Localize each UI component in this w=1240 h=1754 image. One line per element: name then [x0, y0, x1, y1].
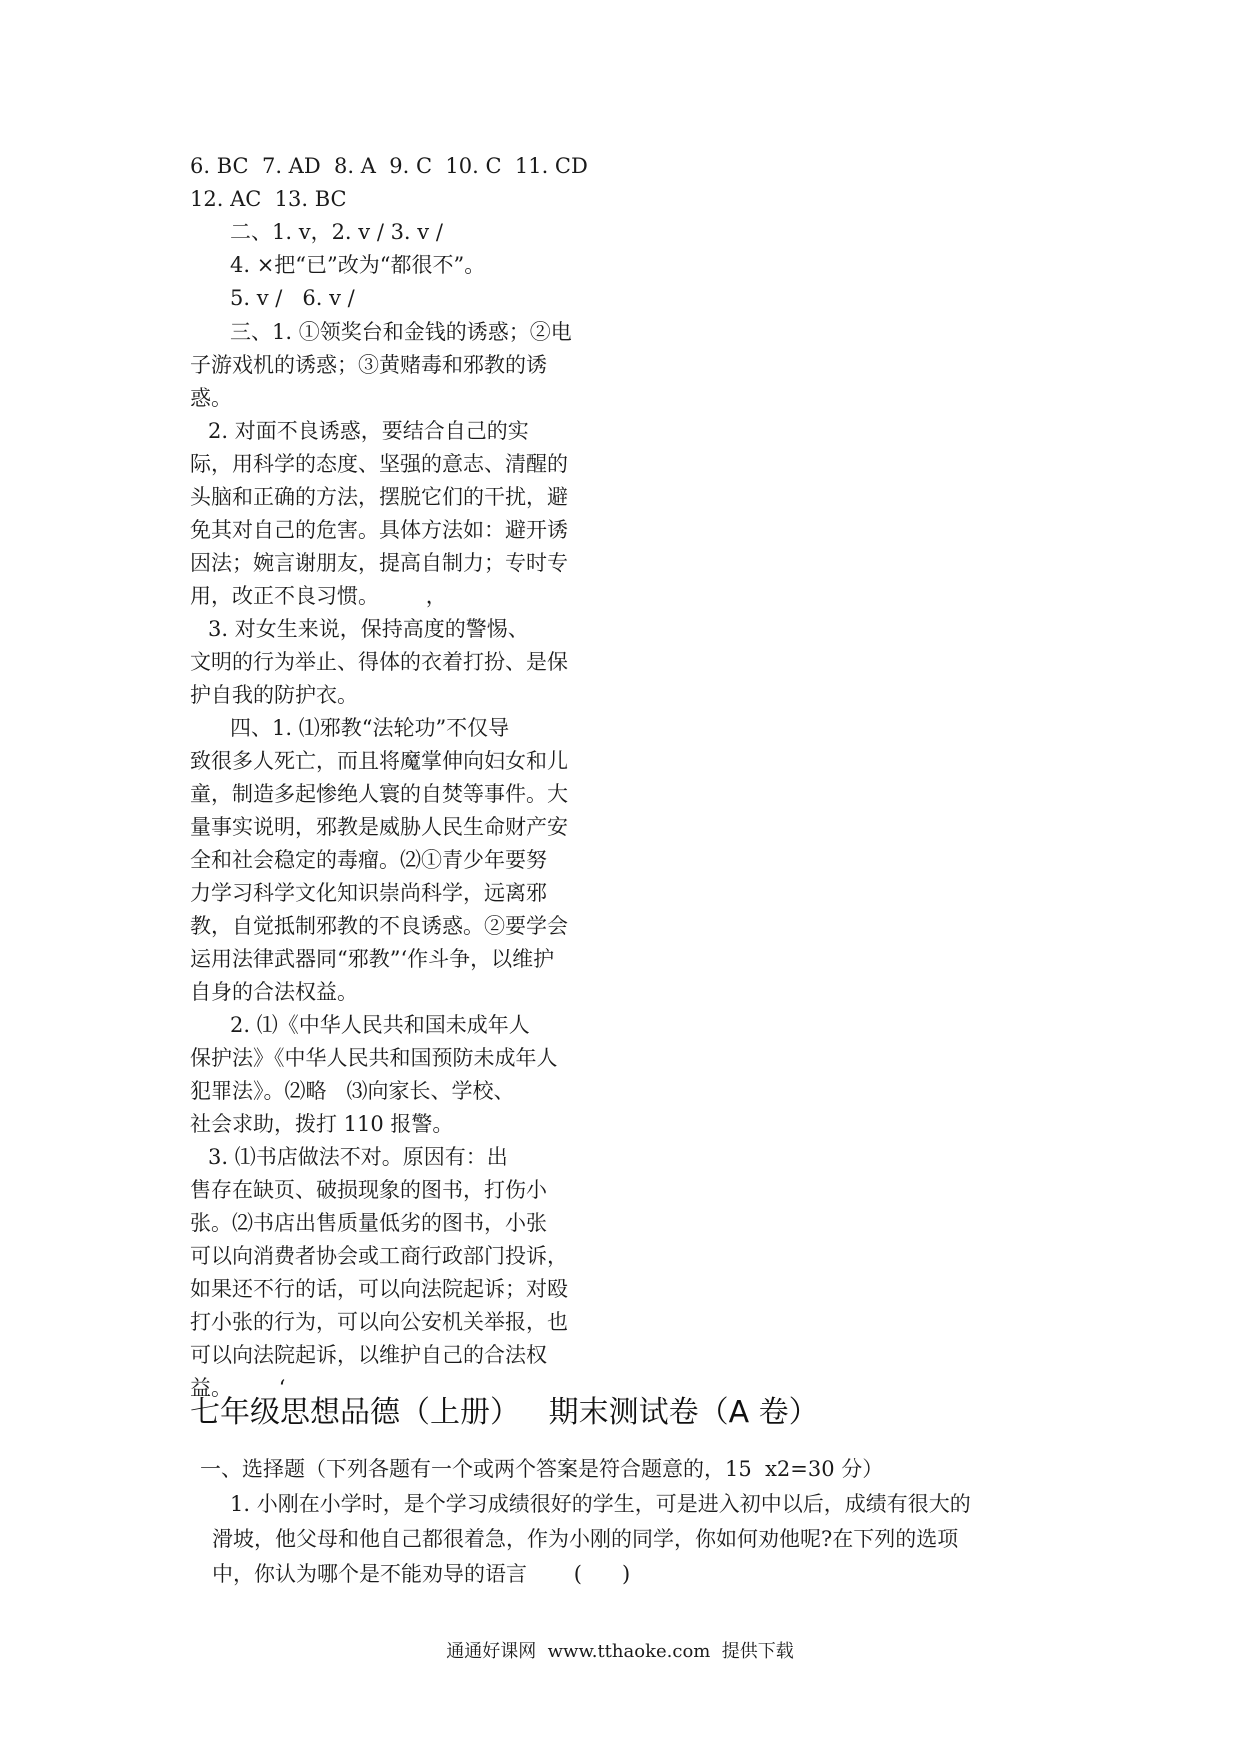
- answer-line: 三、1. ①领奖台和金钱的诱惑；②电: [230, 320, 572, 344]
- answer-line: 如果还不行的话，可以向法院起诉；对殴: [190, 1277, 568, 1301]
- answer-line: 可以向消费者协会或工商行政部门投诉，: [190, 1244, 568, 1268]
- answer-line: 售存在缺页、破损现象的图书，打伤小: [190, 1178, 547, 1202]
- answer-line: 2. 对面不良诱惑，要结合自己的实: [208, 419, 529, 443]
- question-line: 中，你认为哪个是不能劝导的语言 ( ): [212, 1562, 631, 1586]
- answer-line: 童，制造多起惨绝人寰的自焚等事件。大: [190, 782, 568, 806]
- answer-line: 免其对自己的危害。具体方法如：避开诱: [190, 518, 568, 542]
- answer-line: 3. 对女生来说，保持高度的警惕、: [208, 617, 529, 641]
- exam-section-heading: 一、选择题（下列各题有一个或两个答案是符合题意的，15 x2=30 分）: [200, 1457, 884, 1481]
- answer-line: 4. ×把“已”改为“都很不”。: [230, 253, 486, 277]
- answer-line: 社会求助，拨打 110 报警。: [190, 1112, 454, 1136]
- answer-line: 头脑和正确的方法，摆脱它们的干扰，避: [190, 485, 568, 509]
- answer-line: 用，改正不良习惯。 ，: [190, 584, 447, 608]
- answer-line: 教，自觉抵制邪教的不良诱惑。②要学会: [190, 914, 568, 938]
- answer-line: 6. BC 7. AD 8. A 9. C 10. C 11. CD: [190, 154, 588, 178]
- question-line: 滑坡，他父母和他自己都很着急，作为小刚的同学，你如何劝他呢?在下列的选项: [212, 1527, 959, 1551]
- exam-title: 七年级思想品德（上册） 期末测试卷（A 卷）: [190, 1395, 819, 1430]
- answer-line: 全和社会稳定的毒瘤。⑵①青少年要努: [190, 848, 547, 872]
- answer-line: 5. v / 6. v /: [230, 286, 355, 310]
- answer-line: 2. ⑴《中华人民共和国未成年人: [230, 1013, 530, 1037]
- answer-line: 保护法》《中华人民共和国预防未成年人: [190, 1046, 558, 1070]
- answer-line: 打小张的行为，可以向公安机关举报，也: [190, 1310, 568, 1334]
- answer-line: 二、1. v，2. v / 3. v /: [230, 220, 443, 244]
- answer-line: 12. AC 13. BC: [190, 187, 347, 211]
- answer-line: 张。⑵书店出售质量低劣的图书，小张: [190, 1211, 547, 1235]
- answer-line: 量事实说明，邪教是威胁人民生命财产安: [190, 815, 568, 839]
- answer-line: 运用法律武器同“邪教”‘作斗争，以维护: [190, 947, 555, 971]
- answer-line: 际，用科学的态度、坚强的意志、清醒的: [190, 452, 568, 476]
- answer-line: 犯罪法》。⑵略 ⑶向家长、学校、: [190, 1079, 515, 1103]
- answer-line: 益。 ‘: [190, 1376, 286, 1400]
- answer-line: 子游戏机的诱惑；③黄赌毒和邪教的诱: [190, 353, 547, 377]
- question-line: 1. 小刚在小学时，是个学习成绩很好的学生，可是进入初中以后，成绩有很大的: [230, 1492, 971, 1516]
- answer-line: 自身的合法权益。: [190, 980, 358, 1004]
- footer-source: 通通好课网 www.tthaoke.com 提供下载: [446, 1641, 794, 1662]
- answer-line: 文明的行为举止、得体的衣着打扮、是保: [190, 650, 568, 674]
- answer-line: 力学习科学文化知识崇尚科学，远离邪: [190, 881, 547, 905]
- answer-line: 3. ⑴书店做法不对。原因有：出: [208, 1145, 508, 1169]
- answer-line: 四、1. ⑴邪教“法轮功”不仅导: [230, 716, 510, 740]
- answer-line: 惑。: [190, 386, 232, 410]
- answer-line: 可以向法院起诉，以维护自己的合法权: [190, 1343, 547, 1367]
- answer-line: 因法；婉言谢朋友，提高自制力；专时专: [190, 551, 568, 575]
- answer-line: 致很多人死亡，而且将魔掌伸向妇女和儿: [190, 749, 568, 773]
- answer-line: 护自我的防护衣。: [190, 683, 358, 707]
